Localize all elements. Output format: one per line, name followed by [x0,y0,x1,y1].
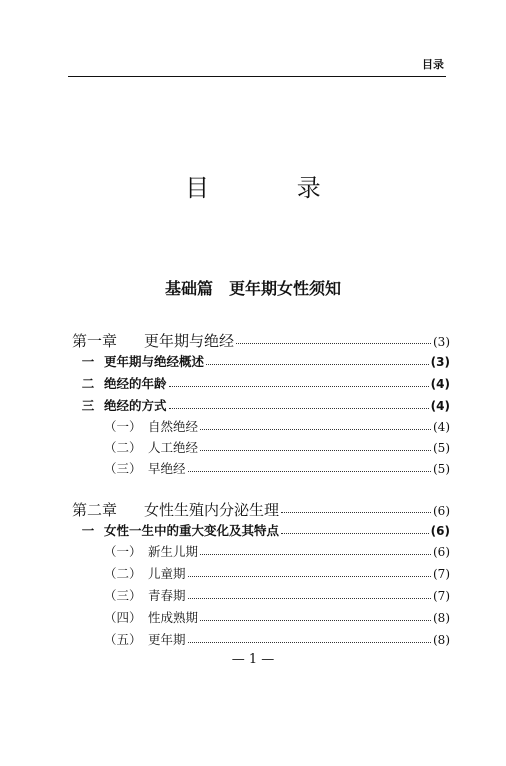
toc-entry-page: (3) [433,335,450,349]
toc-entry-title: 青春期 [148,588,186,603]
toc-entry-title: 早绝经 [148,461,186,476]
toc-leader-dots [281,512,431,513]
toc-entry-page: (6) [433,545,450,559]
toc-entry-title: 人工绝经 [148,440,199,455]
toc-entry-number: （一） [104,419,142,434]
toc-entry-section[interactable] [72,352,450,370]
toc-leader-dots [200,554,431,555]
toc-entry-section[interactable] [72,521,450,539]
toc-entry-page: (8) [433,633,450,647]
toc-leader-dots [169,386,429,387]
toc-leader-dots [206,364,429,365]
toc-leader-dots [188,576,431,577]
toc-entry-page: (4) [433,420,450,434]
toc-entry-page: (5) [433,462,450,476]
toc-entry-number: 二 [81,376,95,391]
toc-entry-number: （三） [104,588,142,603]
toc-entry-title: 女性生殖内分泌生理 [144,501,280,519]
toc-entry-subsection[interactable] [104,630,450,648]
toc-entry-page: (7) [433,589,450,603]
toc-leader-dots [188,642,431,643]
part-title: 基础篇 更年期女性须知 [164,279,341,298]
header-rule [68,76,446,77]
toc-leader-dots [200,429,431,430]
toc-entry-title: 更年期与绝经 [144,332,235,350]
toc-entry-title: 绝经的年龄 [104,376,167,391]
toc-entry-title: 新生儿期 [148,544,199,559]
toc-entry-subsection[interactable] [104,564,450,582]
running-head: 目录 [422,58,444,71]
toc-entry-title: 自然绝经 [148,419,199,434]
toc-entry-title: 更年期与绝经概述 [104,354,205,369]
toc-entry-page: (7) [433,567,450,581]
toc-entry-page: (8) [433,611,450,625]
toc-entry-title: 儿童期 [148,566,186,581]
toc-entry-number: （一） [104,544,142,559]
toc-leader-dots [200,620,431,621]
toc-entry-number: （五） [104,632,142,647]
toc-leader-dots [188,598,431,599]
toc-leader-dots [200,450,431,451]
toc-entry-number: 第一章 [72,332,118,350]
toc-entry-subsection[interactable] [104,586,450,604]
toc-entry-page: (4) [430,377,450,391]
toc-entry-subsection[interactable] [104,459,450,477]
toc-entry-number: 第二章 [72,501,118,519]
toc-entry-subsection[interactable] [104,417,450,435]
toc-entry-title: 女性一生中的重大变化及其特点 [104,523,280,538]
toc-entry-number: （三） [104,461,142,476]
toc-entry-section[interactable] [72,374,450,392]
toc-entry-section[interactable] [72,396,450,414]
page-title: 目 录 [185,174,361,202]
toc-entry-number: 一 [81,523,95,538]
toc-entry-title: 性成熟期 [148,610,199,625]
toc-entry-number: （二） [104,440,142,455]
toc-entry-subsection[interactable] [104,438,450,456]
toc-leader-dots [236,343,431,344]
toc-entry-number: 一 [81,354,95,369]
toc-leader-dots [281,533,429,534]
toc-entry-page: (5) [433,441,450,455]
toc-entry-chapter[interactable] [72,499,450,520]
toc-entry-title: 绝经的方式 [104,398,167,413]
toc-entry-subsection[interactable] [104,542,450,560]
toc-entry-number: 三 [81,398,95,413]
toc-entry-page: (4) [430,399,450,413]
toc-entry-number: （二） [104,566,142,581]
toc-entry-chapter[interactable] [72,330,450,351]
toc-leader-dots [188,471,431,472]
toc-entry-title: 更年期 [148,632,186,647]
toc-entry-page: (6) [430,524,450,538]
toc-entry-page: (3) [430,355,450,369]
toc-leader-dots [169,408,429,409]
toc-entry-number: （四） [104,610,142,625]
page-number: — 1 — [231,652,275,667]
toc-entry-subsection[interactable] [104,608,450,626]
toc-entry-page: (6) [433,504,450,518]
